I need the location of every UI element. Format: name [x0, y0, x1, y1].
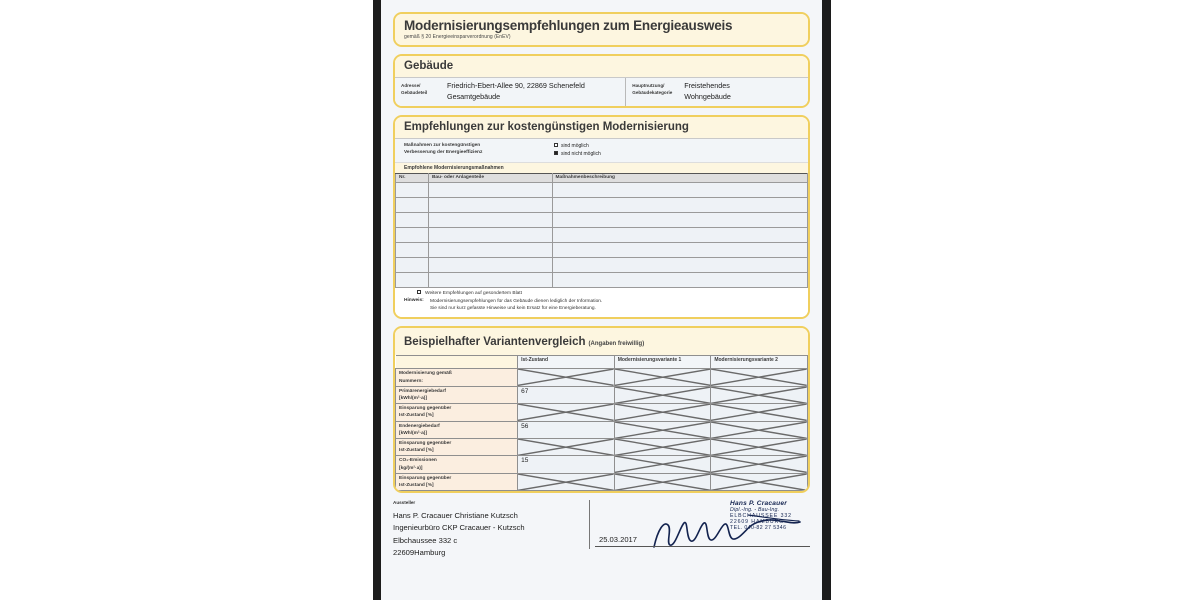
building-heading: Gebäude: [404, 60, 454, 72]
variant-col-v2: Modernisierungsvariante 2: [711, 356, 808, 369]
measures-cell-part[interactable]: [428, 257, 552, 272]
hinweis-block: [395, 297, 808, 318]
usage-label-line2: Gebäudekategorie: [632, 90, 673, 96]
hinweis-text: [430, 298, 602, 313]
variant-cell-ist[interactable]: 67: [518, 386, 615, 403]
variant-row-label-line1: Einsparung gegenüber: [399, 475, 452, 481]
variant-table: [395, 355, 808, 491]
struck-cell-icon: [711, 387, 807, 403]
usage-line2: Wohngebäude: [684, 91, 731, 101]
issuer-name: Hans P. Cracauer Christiane Kutzsch: [393, 511, 518, 521]
issuer-block: [393, 500, 589, 559]
question-line2: Verbesserung der Energieeffizienz: [404, 150, 483, 156]
variant-row-label-line2: [kWh/(m²·a)]: [399, 396, 427, 401]
signature-rule: [595, 546, 810, 547]
title-panel: [393, 12, 810, 47]
variant-row-label-line2: Ist-Zustand [%]: [399, 413, 434, 419]
variant-row-label-line2: Ist-Zustand [%]: [399, 448, 434, 454]
variant-row-label-line2: [kWh/(m²·a)]: [399, 430, 427, 436]
struck-cell-icon: [518, 404, 614, 420]
variant-row-label-line1: Primärenergiebedarf: [399, 388, 446, 394]
measures-cell-description[interactable]: [552, 227, 807, 242]
table-row: [396, 438, 808, 455]
variant-cell-ist[interactable]: 56: [518, 421, 615, 438]
variant-cell-v2[interactable]: [711, 456, 808, 473]
usage-label: [632, 81, 684, 103]
measures-cell-nr[interactable]: [396, 257, 429, 272]
option-not-possible-label: sind nicht möglich: [561, 150, 601, 157]
struck-cell-icon: [615, 422, 711, 438]
recommendations-question: [404, 142, 554, 158]
variant-heading-note: (Angaben freiwillig): [588, 341, 645, 348]
table-row: [396, 456, 808, 473]
measures-cell-part[interactable]: [428, 227, 552, 242]
measures-cell-description[interactable]: [552, 272, 807, 287]
struck-cell-icon: [711, 456, 807, 472]
stamp-city: 22609 HAMBURG: [730, 519, 785, 526]
variant-row-label: [396, 386, 518, 403]
struck-cell-icon: [615, 387, 711, 403]
struck-cell-icon: [518, 474, 614, 490]
measures-cell-description[interactable]: [552, 212, 807, 227]
variant-row-label-line2: [kg/(m²·a)]: [399, 465, 423, 471]
signature-footer: [393, 500, 810, 559]
struck-cell-icon: [518, 439, 614, 455]
question-line1: Maßnahmen zur kostengünstigen: [404, 142, 481, 148]
hinweis-line2: Sie sind nur kurz gefasste Hinweise und kein Ersatz für eine Energieberatung.: [430, 306, 596, 312]
variant-row-label-line1: Endenergiebedarf: [399, 423, 440, 429]
recommendations-answers: [554, 142, 601, 158]
building-panel: [393, 54, 810, 108]
measures-col-part: Bau- oder Anlagenteile: [428, 173, 552, 182]
variant-row-label: [396, 456, 518, 473]
building-address-cell: [395, 78, 626, 106]
measures-cell-nr[interactable]: [396, 242, 429, 257]
struck-cell-icon: [711, 439, 807, 455]
variant-header-row: [396, 356, 808, 369]
document-title: Modernisierungsempfehlungen zum Energieausweis: [404, 18, 733, 33]
table-row[interactable]: [396, 212, 808, 227]
variant-row-label: [396, 404, 518, 421]
table-row: [396, 404, 808, 421]
struck-cell-icon: [711, 369, 807, 385]
option-possible-row[interactable]: [554, 142, 601, 150]
measures-cell-part[interactable]: [428, 242, 552, 257]
variant-row-label-line1: CO₂-Emissionen: [399, 458, 437, 464]
variant-row-label-line2: Nummern:: [399, 378, 423, 384]
struck-cell-icon: [615, 404, 711, 420]
checkbox-possible-icon[interactable]: [554, 143, 558, 147]
variant-col-ist: Ist-Zustand: [518, 356, 615, 369]
measures-cell-part[interactable]: [428, 197, 552, 212]
variant-cell-ist[interactable]: [518, 473, 615, 490]
table-row: [396, 473, 808, 490]
document-page: [381, 0, 822, 600]
table-row[interactable]: [396, 227, 808, 242]
measures-cell-description[interactable]: [552, 242, 807, 257]
measures-table: [395, 173, 808, 288]
recommendations-heading: Empfehlungen zur kostengünstigen Modernisierung: [404, 120, 689, 133]
struck-cell-icon: [711, 474, 807, 490]
variant-cell-v2[interactable]: [711, 421, 808, 438]
variant-cell-v1[interactable]: [614, 386, 711, 403]
struck-cell-icon: [711, 422, 807, 438]
table-row[interactable]: [396, 272, 808, 287]
variant-cell-v2[interactable]: [711, 473, 808, 490]
measures-cell-nr[interactable]: [396, 212, 429, 227]
measures-cell-nr[interactable]: [396, 182, 429, 197]
address-line1: Friedrich-Ebert-Allee 90, 22869 Schenefeld: [447, 81, 585, 90]
table-row[interactable]: [396, 182, 808, 197]
variant-comparison-panel: [393, 326, 810, 493]
table-row[interactable]: [396, 257, 808, 272]
measures-table-caption: Empfohlene Modernisierungsmaßnahmen: [395, 162, 808, 173]
variant-cell-v1[interactable]: [614, 369, 711, 386]
recommendations-panel: [393, 115, 810, 320]
address-label-line2: Gebäudeteil: [401, 90, 428, 96]
variant-cell-v1[interactable]: [614, 404, 711, 421]
variant-cell-ist[interactable]: [518, 438, 615, 455]
hinweis-label: Hinweis:: [404, 297, 424, 303]
checkbox-not-possible-icon[interactable]: [554, 151, 558, 155]
issuer-street: Elbchaussee 332 c: [393, 535, 458, 545]
struck-cell-icon: [518, 369, 614, 385]
variant-row-label-line2: Ist-Zustand [%]: [399, 482, 434, 488]
table-row: [396, 421, 808, 438]
table-row[interactable]: [396, 242, 808, 257]
address-value: [447, 81, 585, 103]
building-body: [395, 77, 808, 106]
variant-row-label-line1: Einsparung gegenüber: [399, 406, 452, 412]
usage-line1: Freistehendes: [684, 81, 730, 90]
measures-col-nr: Nr.: [396, 173, 429, 182]
measures-cell-nr[interactable]: [396, 272, 429, 287]
struck-cell-icon: [615, 439, 711, 455]
variant-row-label: [396, 438, 518, 455]
measures-cell-description[interactable]: [552, 182, 807, 197]
struck-cell-icon: [615, 369, 711, 385]
issuer-label: Aussteller: [393, 500, 416, 506]
variant-cell-v1[interactable]: [614, 421, 711, 438]
recommendations-header: [395, 117, 808, 138]
variant-heading: Beispielhafter Variantenvergleich: [404, 336, 586, 349]
variant-cell-v2[interactable]: [711, 386, 808, 403]
variant-cell-v1[interactable]: [614, 473, 711, 490]
variant-cell-ist[interactable]: [518, 369, 615, 386]
variant-corner-cell: [396, 356, 518, 369]
handwritten-signature-icon: [652, 507, 802, 551]
measures-cell-description[interactable]: [552, 257, 807, 272]
variant-row-label: [396, 421, 518, 438]
variant-row-label: [396, 369, 518, 386]
measures-cell-nr[interactable]: [396, 197, 429, 212]
measures-cell-part[interactable]: [428, 272, 552, 287]
checkbox-extra-sheet-icon[interactable]: [417, 290, 421, 294]
issuer-company: Ingenieurbüro CKP Cracauer - Kutzsch: [393, 523, 525, 533]
variant-cell-v2[interactable]: [711, 369, 808, 386]
variant-cell-v2[interactable]: [711, 438, 808, 455]
hinweis-line1: Modernisierungsempfehlungen für das Gebäude dienen lediglich der Information.: [430, 298, 603, 304]
variant-col-v1: Modernisierungsvariante 1: [614, 356, 711, 369]
measures-cell-part[interactable]: [428, 212, 552, 227]
stamp-street: ELBCHAUSSEE 332: [730, 513, 792, 520]
struck-cell-icon: [615, 474, 711, 490]
variant-row-label-line1: Modernisierung gemäß: [399, 371, 452, 377]
signature-date: 25.03.2017: [598, 535, 637, 545]
measures-col-description: Maßnahmenbeschreibung: [552, 173, 807, 182]
usage-label-line1: Hauptnutzung/: [632, 83, 665, 88]
variant-cell-v1[interactable]: [614, 438, 711, 455]
measures-cell-description[interactable]: [552, 197, 807, 212]
document-subtitle: gemäß § 20 Energieeinsparverordnung (EnEV): [404, 34, 511, 40]
struck-cell-icon: [615, 456, 711, 472]
issuer-city: 22609Hamburg: [393, 547, 446, 557]
variant-cell-v1[interactable]: [614, 456, 711, 473]
title-header: [395, 14, 808, 45]
measures-cell-part[interactable]: [428, 182, 552, 197]
option-possible-label: sind möglich: [561, 142, 589, 149]
stamp-phone: TEL. 040-82 27 5346: [730, 525, 787, 532]
extra-sheet-row[interactable]: [395, 288, 808, 297]
variant-row-label-line1: Einsparung gegenüber: [399, 440, 452, 446]
recommendations-options: [395, 138, 808, 162]
usage-value: [684, 81, 731, 103]
table-row: [396, 369, 808, 386]
variant-cell-v2[interactable]: [711, 404, 808, 421]
extra-sheet-label: Weitere Empfehlungen auf gesondertem Blatt: [425, 290, 522, 296]
measures-header-row: [396, 173, 808, 182]
struck-cell-icon: [711, 404, 807, 420]
variant-cell-ist[interactable]: [518, 404, 615, 421]
variant-header: [395, 328, 808, 355]
address-line2: Gesamtgebäude: [447, 91, 501, 101]
stamp-qualification: Dipl.-Ing. - Bau-Ing.: [730, 507, 780, 514]
address-label: [401, 81, 447, 103]
option-not-possible-row[interactable]: [554, 150, 601, 158]
variant-row-label: [396, 473, 518, 490]
variant-cell-ist[interactable]: 15: [518, 456, 615, 473]
building-usage-cell: [626, 78, 808, 106]
stamp-name: Hans P. Cracauer: [730, 500, 787, 508]
measures-cell-nr[interactable]: [396, 227, 429, 242]
table-row[interactable]: [396, 197, 808, 212]
address-label-line1: Adresse/: [401, 83, 421, 88]
signature-block: [589, 500, 810, 559]
building-header: [395, 56, 808, 77]
table-row: [396, 386, 808, 403]
